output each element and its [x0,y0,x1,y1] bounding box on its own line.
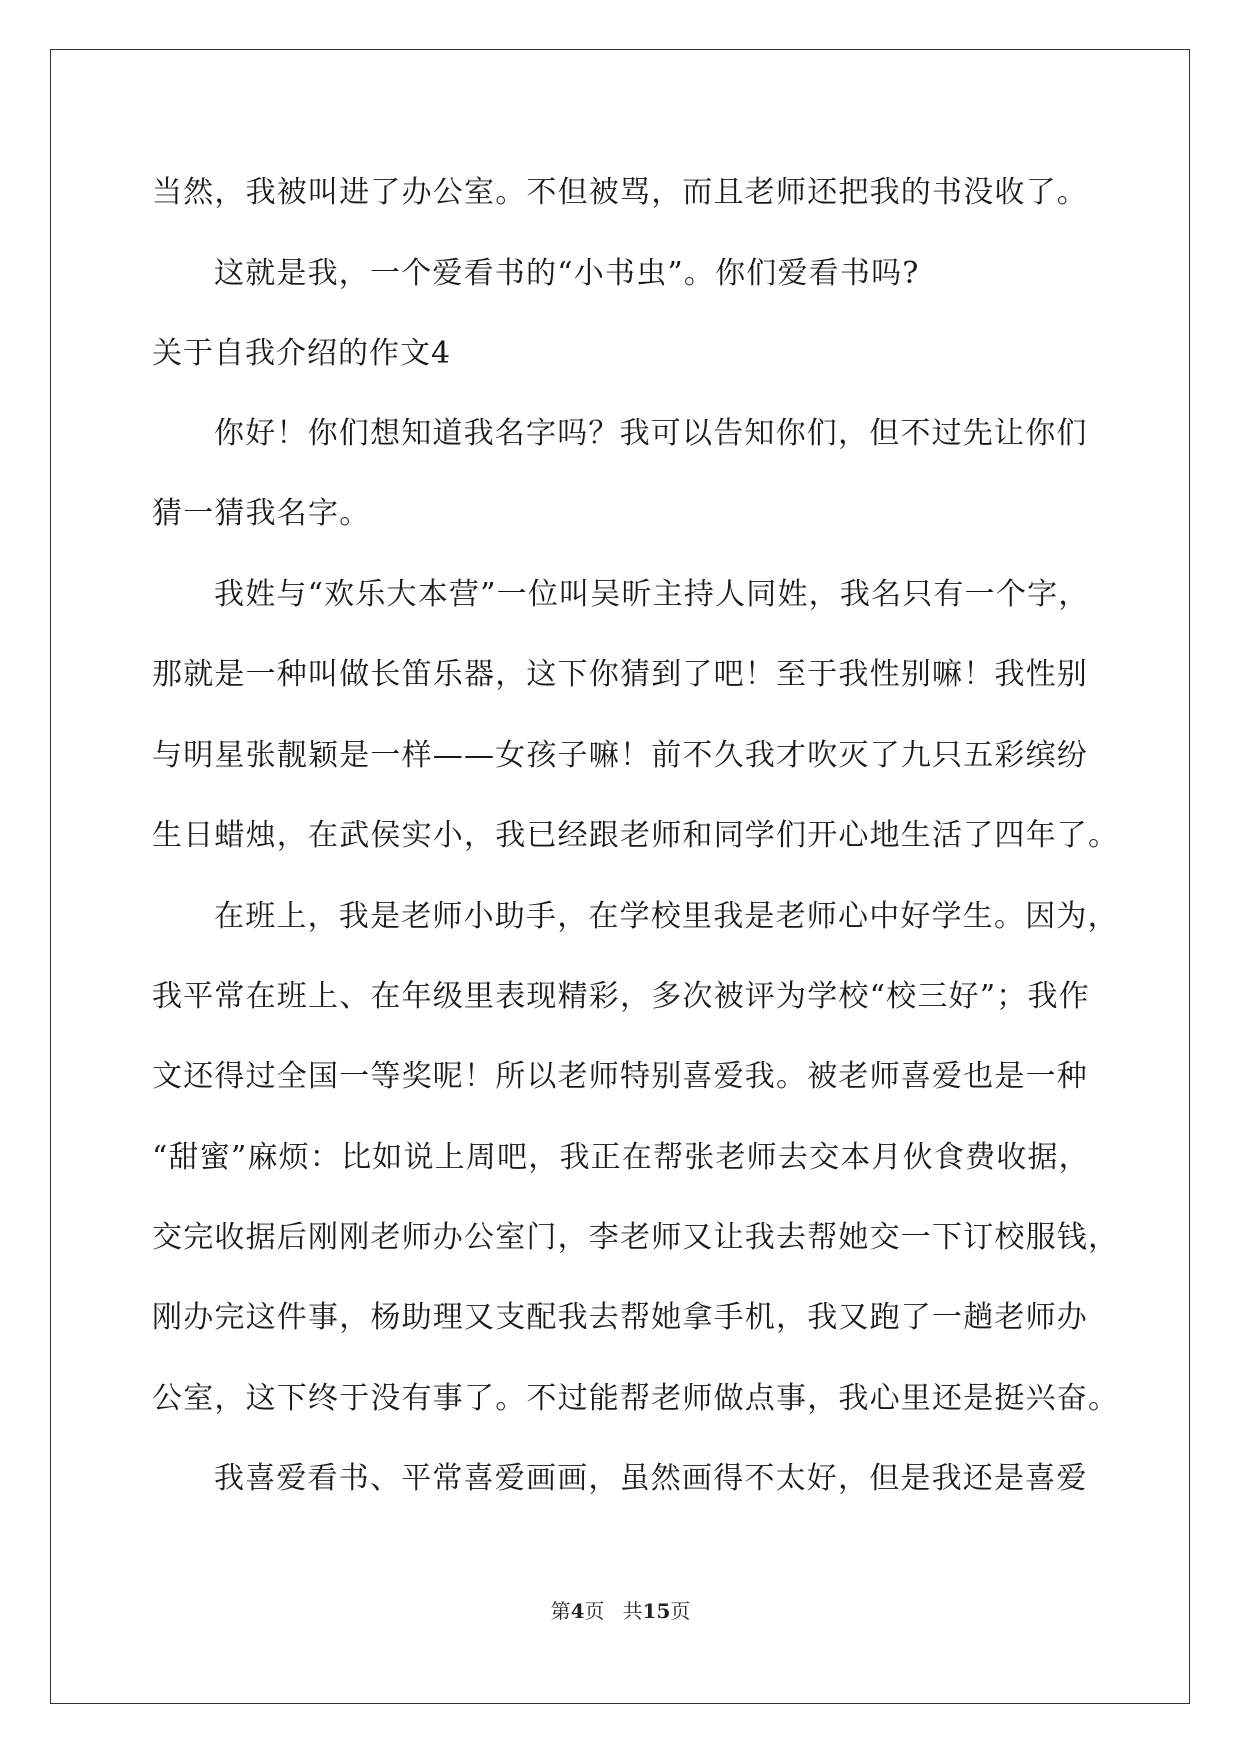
page-border [50,49,1190,1704]
text-line: 我平常在班上、在年级里表现精彩，多次被评为学校“校三好”；我作 [152,979,1090,1014]
text-line: 猜一猜我名字。 [152,496,371,531]
text-line: “甜蜜”麻烦：比如说上周吧，我正在帮张老师去交本月伙食费收据， [152,1140,1090,1175]
page-prefix: 第 [550,1599,571,1623]
text-line: 与明星张靓颖是一样——女孩子嘛！前不久我才吹灭了九只五彩缤纷 [152,738,1088,773]
page-mid: 页 [584,1599,605,1623]
page-footer [0,1597,1241,1625]
text-line: 交完收据后刚刚老师办公室门，李老师又让我去帮她交一下订校服钱， [152,1220,1120,1255]
text-line: 生日蜡烛，在武侯实小，我已经跟老师和同学们开心地生活了四年了。 [152,818,1120,853]
text-line: 当然，我被叫进了办公室。不但被骂，而且老师还把我的书没收了。 [152,175,1088,210]
total-prefix: 共 [622,1599,643,1623]
text-line: 这就是我，一个爱看书的“小书虫”。你们爱看书吗? [214,256,920,291]
page-current: 4 [570,1599,585,1623]
section-heading: 关于自我介绍的作文4 [152,336,452,371]
text-line: 我姓与“欢乐大本营”一位叫吴昕主持人同姓，我名只有一个字， [214,577,1090,612]
page-total: 15 [642,1599,671,1623]
text-line: 文还得过全国一等奖呢！所以老师特别喜爱我。被老师喜爱也是一种 [152,1059,1088,1094]
text-line: 在班上，我是老师小助手，在学校里我是老师心中好学生。因为， [214,899,1119,934]
text-line: 你好！你们想知道我名字吗？我可以告知你们，但不过先让你们 [214,416,1088,451]
text-line: 那就是一种叫做长笛乐器，这下你猜到了吧！至于我性别嘛！我性别 [152,657,1088,692]
text-line: 我喜爱看书、平常喜爱画画，虽然画得不太好，但是我还是喜爱 [214,1461,1088,1496]
total-suffix: 页 [670,1599,691,1623]
text-line: 公室，这下终于没有事了。不过能帮老师做点事，我心里还是挺兴奋。 [152,1381,1120,1416]
text-line: 刚办完这件事，杨助理又支配我去帮她拿手机，我又跑了一趟老师办 [152,1300,1088,1335]
